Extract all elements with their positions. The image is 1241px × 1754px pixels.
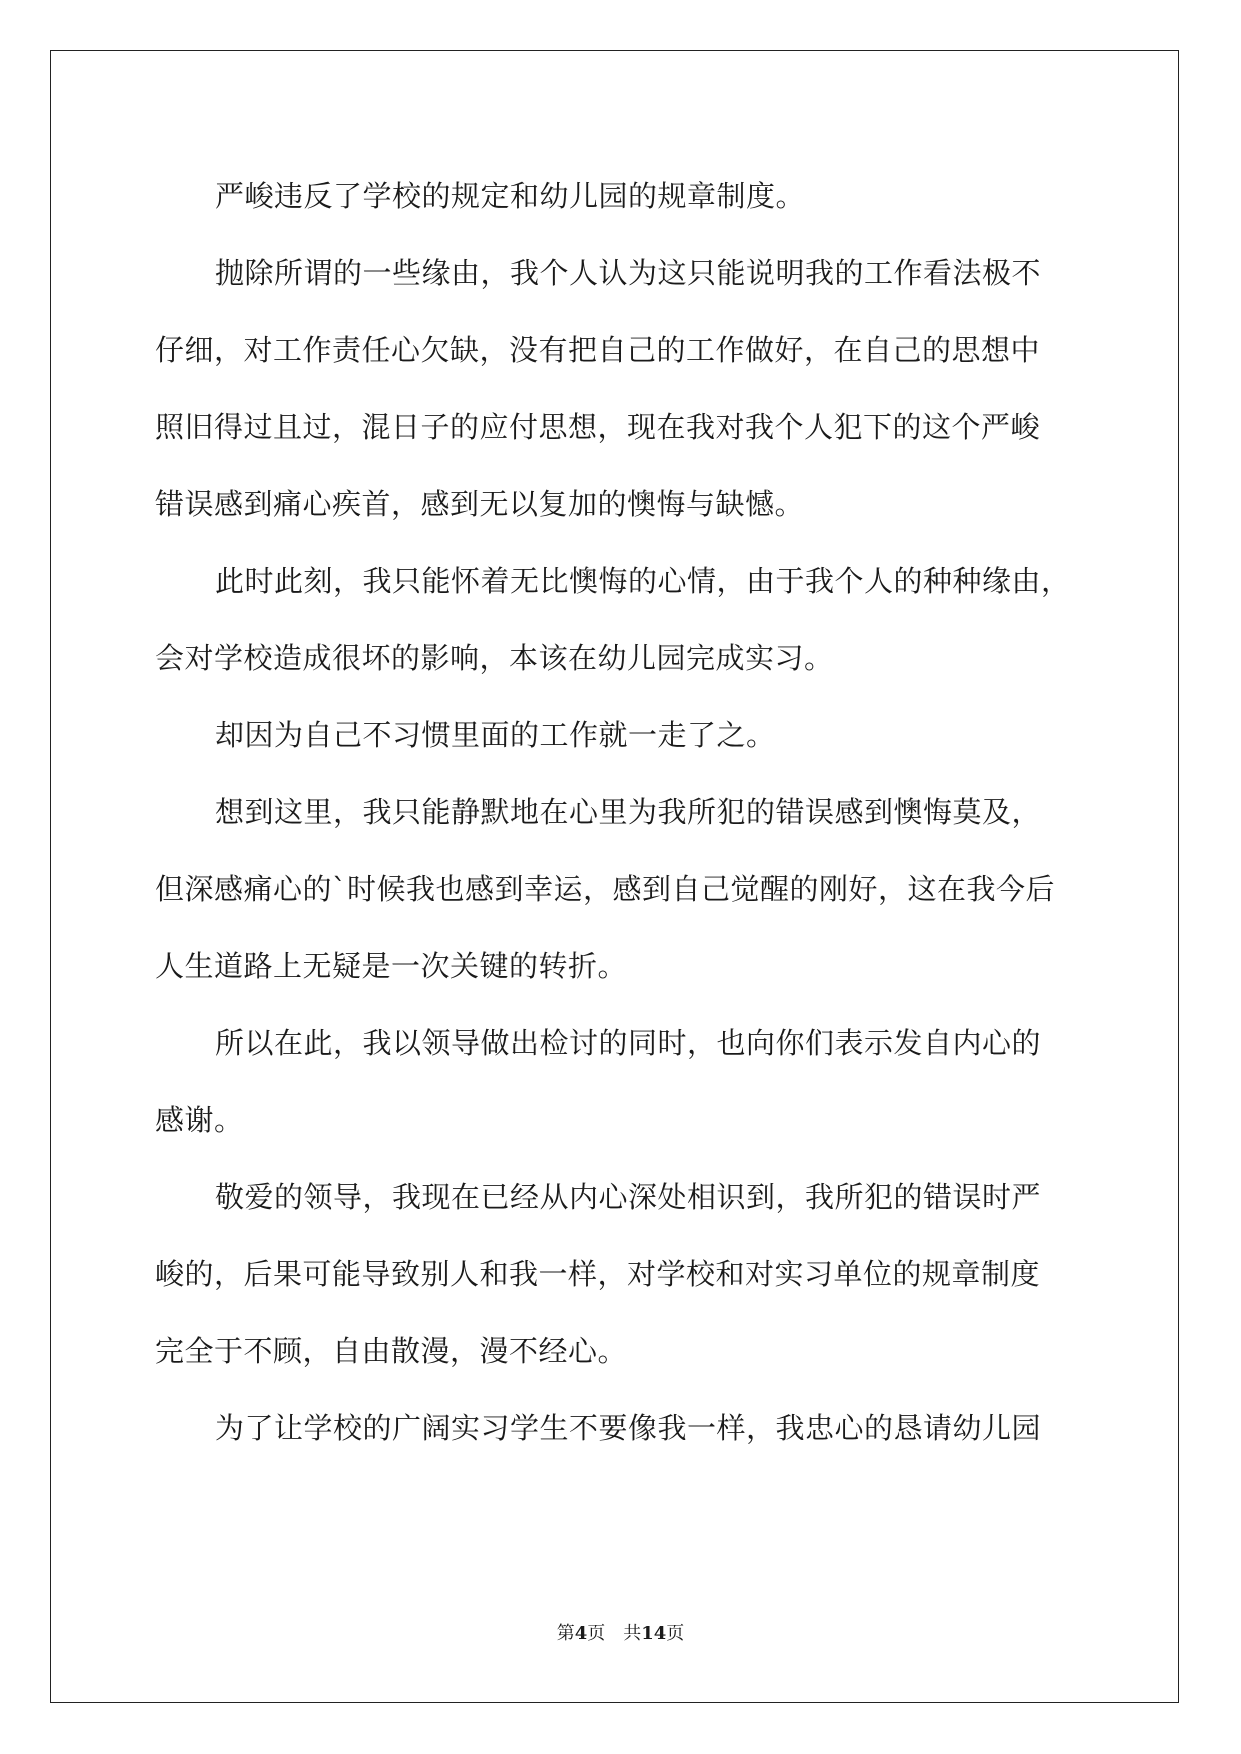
text-line: 所以在此，我以领导做出检讨的同时，也向你们表示发自内心的: [215, 1026, 1042, 1060]
text-line: 此时此刻，我只能怀着无比懊悔的心情，由于我个人的种种缘由，: [215, 564, 1071, 598]
page-suffix: 页: [587, 1623, 606, 1644]
text-line: 人生道路上无疑是一次关键的转折。: [155, 949, 628, 983]
document-body: [155, 158, 1090, 1467]
page-prefix: 第: [556, 1623, 575, 1644]
text-line: 敬爱的领导，我现在已经从内心深处相识到，我所犯的错误时严: [215, 1180, 1042, 1214]
text-line: 想到这里，我只能静默地在心里为我所犯的错误感到懊悔莫及，: [215, 795, 1042, 829]
total-pages: 14: [641, 1623, 667, 1644]
page-number: 4: [574, 1623, 588, 1644]
total-prefix: 共: [623, 1623, 642, 1644]
text-line: 错误感到痛心疾首，感到无以复加的懊悔与缺憾。: [155, 487, 805, 521]
text-line: 感谢。: [155, 1103, 244, 1137]
text-line: 却因为自己不习惯里面的工作就一走了之。: [215, 718, 776, 752]
page-footer: [0, 1622, 1241, 1646]
total-suffix: 页: [666, 1623, 685, 1644]
text-line: 抛除所谓的一些缘由，我个人认为这只能说明我的工作看法极不: [215, 256, 1042, 290]
text-line: 仔细，对工作责任心欠缺，没有把自己的工作做好，在自己的思想中: [155, 333, 1041, 367]
text-line: 完全于不顾，自由散漫，漫不经心。: [155, 1334, 628, 1368]
text-line: 但深感痛心的`时候我也感到幸运，感到自己觉醒的刚好，这在我今后: [155, 872, 1056, 906]
text-line: 会对学校造成很坏的影响，本该在幼儿园完成实习。: [155, 641, 834, 675]
text-line: 为了让学校的广阔实习学生不要像我一样，我忠心的恳请幼儿园: [215, 1411, 1042, 1445]
text-line: 照旧得过且过，混日子的应付思想，现在我对我个人犯下的这个严峻: [155, 410, 1041, 444]
text-line: 峻的，后果可能导致别人和我一样，对学校和对实习单位的规章制度: [155, 1257, 1041, 1291]
text-line: 严峻违反了学校的规定和幼儿园的规章制度。: [215, 179, 806, 213]
